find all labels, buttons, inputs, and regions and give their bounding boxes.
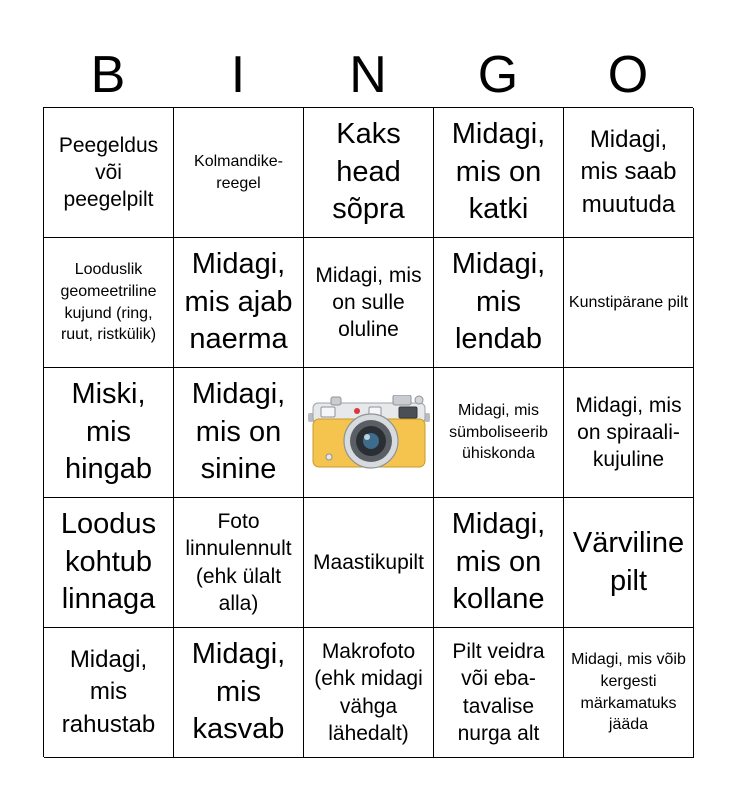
bingo-header <box>43 44 693 106</box>
bingo-cell[interactable]: Midagi, mis on kollane <box>434 498 564 628</box>
bingo-cell[interactable]: Midagi, mis on sinine <box>174 368 304 498</box>
bingo-cell[interactable]: Midagi, mis võib kergesti märkamatuks jääda <box>564 628 694 758</box>
bingo-cell[interactable]: Midagi, mis lendab <box>434 238 564 368</box>
header-letter-o: O <box>607 46 649 104</box>
camera-icon <box>307 395 431 471</box>
bingo-cell[interactable]: Värviline pilt <box>564 498 694 628</box>
bingo-cell[interactable]: Kunstipärane pilt <box>564 238 694 368</box>
bingo-cell[interactable]: Midagi, mis ajab naerma <box>174 238 304 368</box>
bingo-cell[interactable]: Looduslik geomeetriline kujund (ring, ruut, ristkülik) <box>44 238 174 368</box>
header-letter-n: N <box>349 46 387 104</box>
bingo-cell[interactable]: Midagi, mis on katki <box>434 108 564 238</box>
bingo-cell[interactable]: Midagi, mis rahustab <box>44 628 174 758</box>
free-space-cell[interactable] <box>304 368 434 498</box>
bingo-cell[interactable]: Makrofoto (ehk midagi vähga lähedalt) <box>304 628 434 758</box>
bingo-grid <box>43 107 693 757</box>
header-letter-g: G <box>477 46 519 104</box>
bingo-cell[interactable]: Midagi, mis saab muutuda <box>564 108 694 238</box>
header-letter-b: B <box>90 46 126 104</box>
bingo-cell[interactable]: Midagi, mis on spiraali-kujuline <box>564 368 694 498</box>
header-letter-i: I <box>230 46 246 104</box>
bingo-cell[interactable]: Midagi, mis kasvab <box>174 628 304 758</box>
bingo-cell[interactable]: Maastikupilt <box>304 498 434 628</box>
bingo-cell[interactable]: Foto linnulennult (ehk ülalt alla) <box>174 498 304 628</box>
bingo-cell[interactable]: Midagi, mis on sulle oluline <box>304 238 434 368</box>
bingo-cell[interactable]: Miski, mis hingab <box>44 368 174 498</box>
bingo-cell[interactable]: Midagi, mis sümboliseerib ühiskonda <box>434 368 564 498</box>
bingo-cell[interactable]: Peegeldus või peegelpilt <box>44 108 174 238</box>
bingo-cell[interactable]: Kaks head sõpra <box>304 108 434 238</box>
bingo-cell[interactable]: Loodus kohtub linnaga <box>44 498 174 628</box>
bingo-cell[interactable]: Kolmandike-reegel <box>174 108 304 238</box>
bingo-cell[interactable]: Pilt veidra või eba-tavalise nurga alt <box>434 628 564 758</box>
